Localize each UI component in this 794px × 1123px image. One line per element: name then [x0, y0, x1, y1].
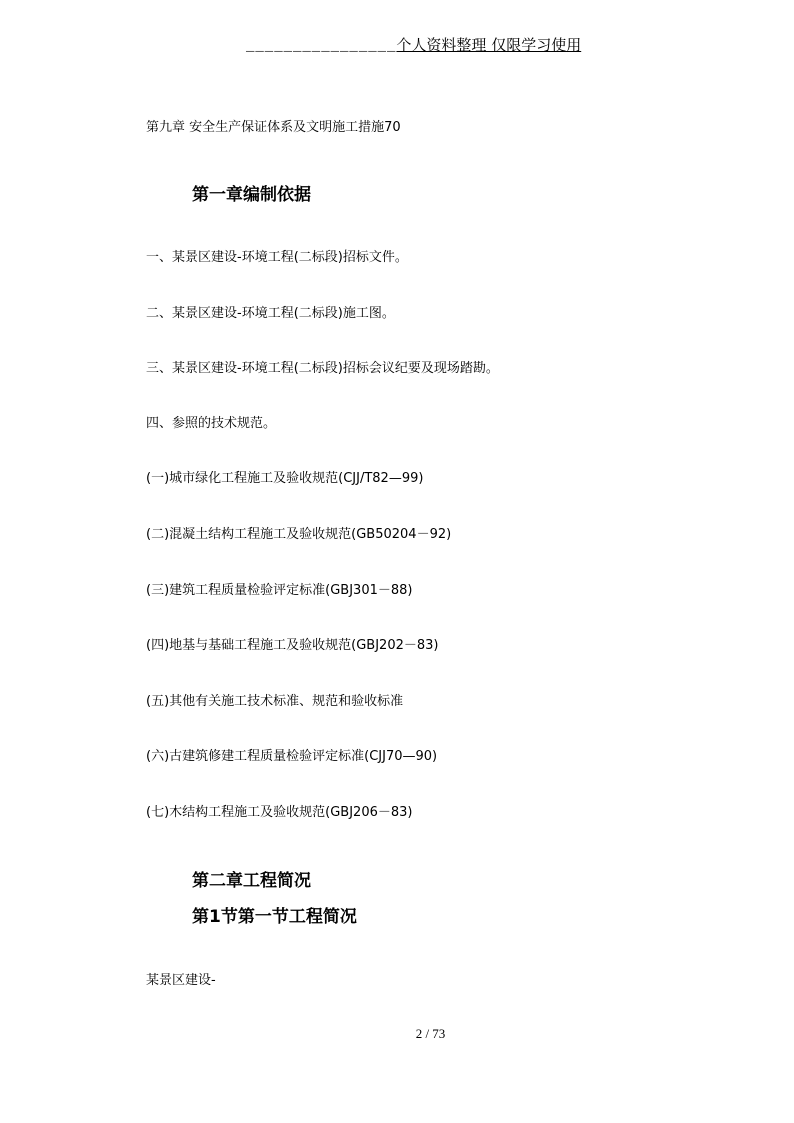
spec-item-3: (三)建筑工程质量检验评定标准(GBJ301－88) — [146, 583, 413, 598]
spec-item-2: (二)混凝土结构工程施工及验收规范(GB50204－92) — [146, 527, 452, 542]
toc-line: 第九章 安全生产保证体系及文明施工措施70 — [146, 120, 401, 135]
basis-item-1: 一、某景区建设-环境工程(二标段)招标文件。 — [146, 250, 408, 265]
header-note: 个人资料整理 仅限学习使用 — [396, 36, 582, 54]
body-paragraph-start: 某景区建设- — [146, 973, 216, 988]
basis-item-3: 三、某景区建设-环境工程(二标段)招标会议纪要及现场踏勘。 — [146, 361, 499, 376]
spec-item-1: (一)城市绿化工程施工及验收规范(CJJ/T82—99) — [146, 471, 424, 486]
spec-item-5: (五)其他有关施工技术标准、规范和验收标准 — [146, 694, 404, 709]
spec-item-6: (六)古建筑修建工程质量检验评定标准(CJJ70—90) — [146, 749, 438, 764]
spec-item-7: (七)木结构工程施工及验收规范(GBJ206－83) — [146, 805, 413, 820]
page-number: 2 / 73 — [415, 1026, 446, 1041]
basis-item-2: 二、某景区建设-环境工程(二标段)施工图。 — [146, 306, 395, 321]
page-header — [246, 34, 581, 55]
spec-item-4: (四)地基与基础工程施工及验收规范(GBJ202－83) — [146, 638, 439, 653]
chapter-1-title: 第一章编制依据 — [192, 185, 311, 205]
basis-item-4: 四、参照的技术规范。 — [146, 416, 277, 431]
header-rule: ________________ — [246, 39, 397, 55]
section-1-title: 第1节第一节工程简况 — [192, 907, 357, 927]
chapter-2-title: 第二章工程简况 — [192, 871, 311, 891]
